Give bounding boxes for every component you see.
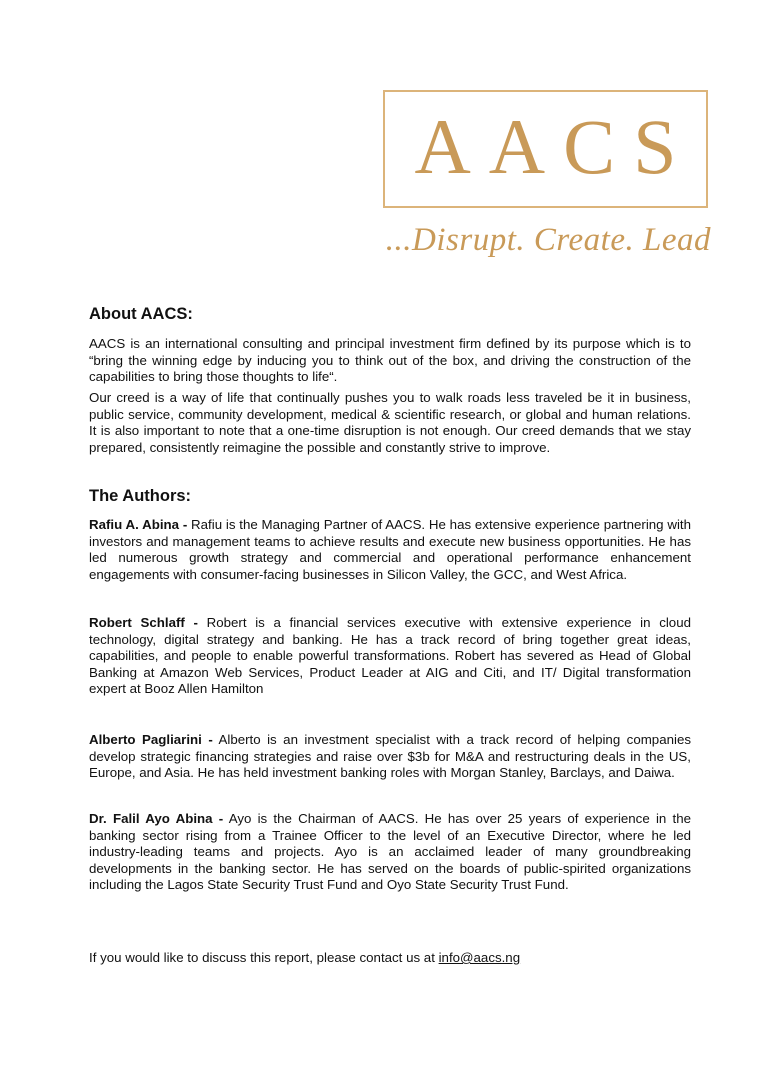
about-paragraph-2: Our creed is a way of life that continually pushes you to walk roads less traveled be it in business, public service, community development, medical & scientific research, or global and human relations. It is also important to note that a one-time disruption is not enough. Our creed demands that we stay prepared, consistently reimagine the possible and constantly strive to improve. <box>89 390 691 455</box>
author-name: Rafiu A. Abina - <box>89 517 188 532</box>
author-description: Rafiu is the Managing Partner of AACS. He has extensive experience partnering with investors and management teams to achieve results and execute new business opportunities. He has led numerous growth strategy and commercial and operational performance enhancement engagements with consumer-facing businesses in Silicon Valley, the GCC, and West Africa. <box>89 517 691 582</box>
contact-email-link[interactable]: info@aacs.ng <box>438 950 521 965</box>
author-description: Ayo is the Chairman of AACS. He has over 25 years of experience in the banking sector rising from a Trainee Officer to the level of an Executive Director, where he led industry-leading teams and projects. Ayo is an acclaimed leader of many groundbreaking developments in the banking sector. He has served on the boards of public-spirited organizations including the Lagos State Security Trust Fund and Oyo State Security Trust Fund. <box>89 811 691 893</box>
logo-tagline: ...Disrupt. Create. Lead <box>385 222 711 258</box>
author-name: Alberto Pagliarini - <box>89 732 213 747</box>
logo-frame <box>383 90 708 208</box>
author-name: Robert Schlaff - <box>89 615 198 630</box>
author-bio <box>89 811 691 894</box>
author-bio <box>89 732 691 782</box>
author-description: Robert is a financial services executive with extensive experience in cloud technology, digital strategy and banking. He has a track record of bring together great ideas, capabilities, and people to enable powerful transformations. Robert has severed as Head of Global Banking at Amazon Web Services, Product Leader at AIG and Citi, and IT/ Digital transformation expert at Booz Allen Hamilton <box>89 615 691 697</box>
about-paragraph-1: AACS is an international consulting and principal investment firm defined by its purpose which is to “bring the winning edge by inducing you to think out of the box, and driving the construction of the capabilities to bring those thoughts to life“. <box>89 336 691 385</box>
author-bio <box>89 517 691 583</box>
author-description: Alberto is an investment specialist with a track record of helping companies develop strategic financing strategies and raise over $3b for M&A and restructuring deals in the US, Europe, and Asia. He has held investment banking roles with Morgan Stanley, Barclays, and Daiwa. <box>89 732 691 781</box>
authors-heading: The Authors: <box>89 487 192 505</box>
author-name: Dr. Falil Ayo Abina - <box>89 811 224 826</box>
contact-text: If you would like to discuss this report, please contact us at <box>89 950 439 965</box>
about-heading: About AACS: <box>89 305 193 323</box>
author-bio <box>89 615 691 698</box>
contact-line <box>89 950 691 967</box>
logo-wordmark: AACS <box>414 103 695 190</box>
